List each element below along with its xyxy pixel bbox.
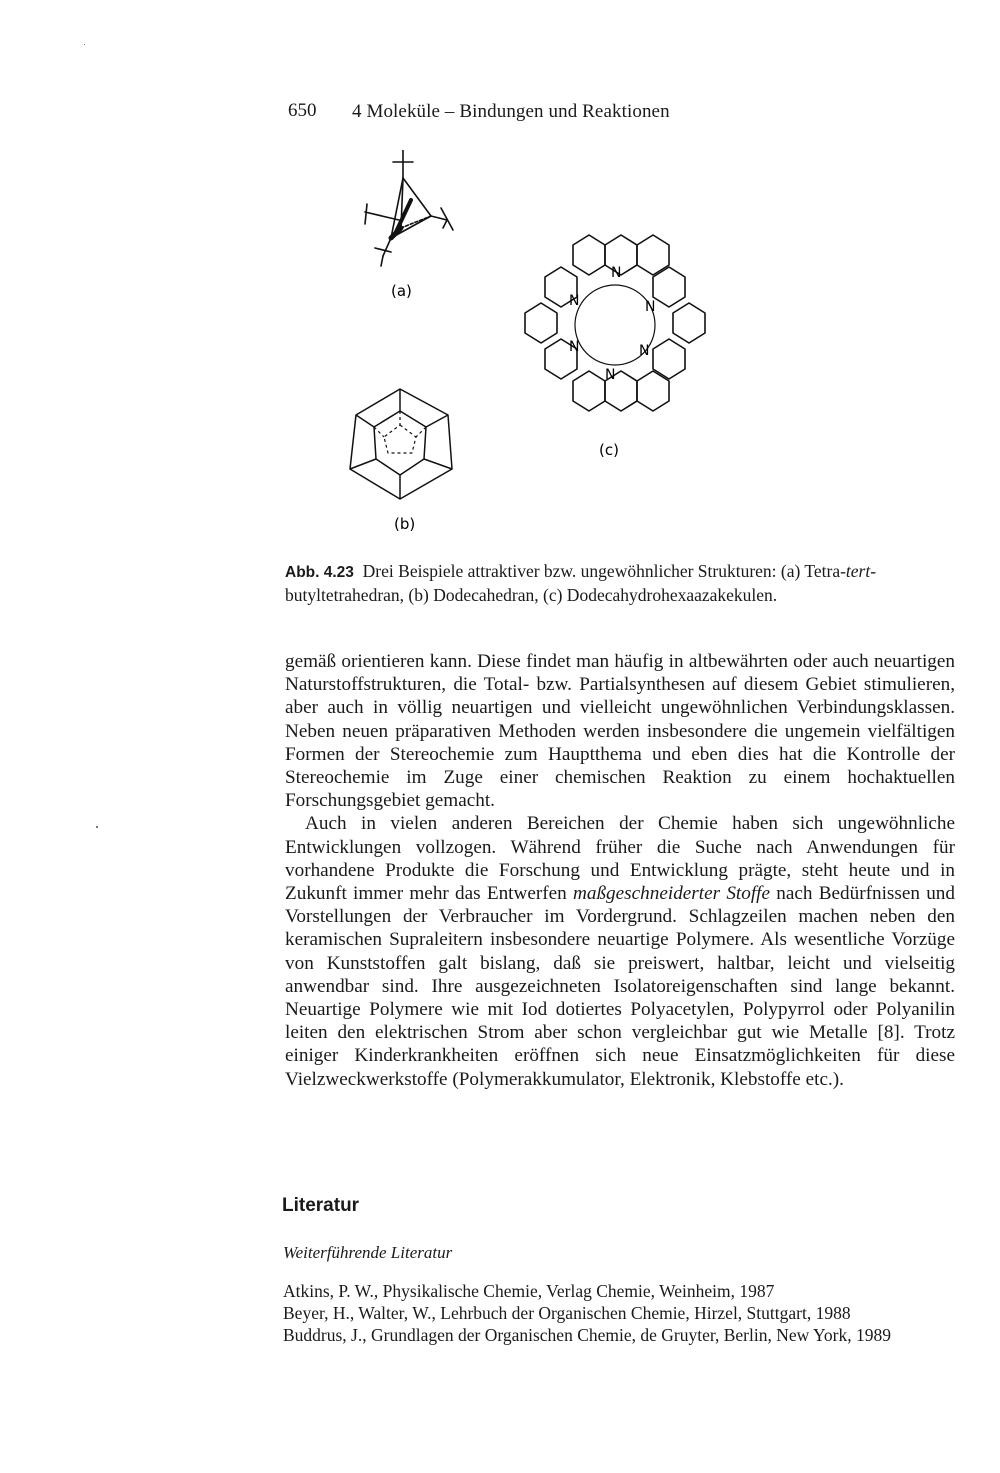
body-paragraph-2 — [285, 812, 955, 1090]
nitrogen-label-lower-left: N — [569, 339, 580, 355]
caption-text-2: -butyltetrahedran, (b) Dodecahedran, (c) Dodecahydrohexaazakekulen. — [285, 561, 877, 605]
body-paragraph-1: gemäß orientieren kann. Diese findet man häufig in altbewährten oder auch neuartigen Naturstoffstrukturen, die Total- bzw. Partialsynthesen auf diesem Gebiet stimulieren, aber auch in völlig neuartigen und vielleicht ungewöhnlichen Verbindungsklassen. Neben neuen präparativen Methoden werden insbesondere die ungemein vielfältigen Formen der Stereochemie zum Hauptthema und eben dies hat die Kontrolle der Stereochemie im Zuge einer chemischen Reaktion zu einem hochaktuellen Forschungsgebiet gemacht. — [285, 651, 955, 812]
figure-caption — [285, 560, 955, 607]
nitrogen-label-upper-right: N — [645, 299, 656, 315]
caption-text-italic: tert — [845, 561, 871, 581]
body-paragraph-2-part-1: Auch in vielen anderen Bereichen der Chemie haben sich ungewöhnliche Entwicklungen vollzogen. Während früher die Suche nach Anwendungen für vorhandene Produkte die Forschung und Entwicklung prägte, steht heute und in Zukunft immer mehr das Entwerfen — [285, 813, 955, 905]
reference-item: Buddrus, J., Grundlagen der Organischen Chemie, de Gruyter, Berlin, New York, 1989 — [283, 1325, 891, 1345]
reference-item: Beyer, H., Walter, W., Lehrbuch der Organischen Chemie, Hirzel, Stuttgart, 1988 — [283, 1303, 851, 1323]
page-number: 650 — [288, 100, 317, 121]
body-text — [285, 650, 955, 1091]
nitrogen-label-lower-right: N — [639, 343, 650, 359]
reference-list — [283, 1280, 963, 1346]
scan-speck — [84, 44, 85, 45]
reference-item: Atkins, P. W., Physikalische Chemie, Verlag Chemie, Weinheim, 1987 — [283, 1281, 775, 1301]
body-paragraph-2-italic: maßgeschneiderter Stoffe — [573, 883, 771, 905]
caption-text-1: Drei Beispiele attraktiver bzw. ungewöhnlicher Strukturen: (a) Tetra- — [362, 561, 846, 581]
caption-label: Abb. 4.23 — [285, 564, 354, 581]
figure-b-label: (b) — [394, 515, 416, 533]
figure-b-dodecahedrane — [340, 385, 470, 535]
figure-c-hexaazakekulene — [515, 225, 715, 465]
scan-speck — [96, 826, 98, 828]
nitrogen-label-bottom: N — [605, 367, 616, 383]
nitrogen-label-top: N — [611, 265, 622, 281]
literature-subheading: Weiterführende Literatur — [283, 1243, 453, 1262]
body-paragraph-2-part-2: nach Bedürfnissen und Vorstellungen der Verbraucher im Vordergrund. Schlagzeilen machen neben den keramischen Supraleitern insbesondere neuartige Polymere. Als wesentliche Vorzüge von Kunststoffen galt bislang, daß sie preiswert, haltbar, leicht und vielseitig anwendbar sind. Ihre ausgezeichneten Isolatoreigenschaften sind lange bekannt. Neuartige Polymere wie mit Iod dotiertes Polyacetylen, Polypyrrol oder Polyanilin leiten den elektrischen Strom aber schon vergleichbar gut wie Metalle [8]. Trotz einiger Kinderkrankheiten eröffnen sich neue Einsatzmöglichkeiten für diese Vielzweckwerkstoffe (Polymerakkumulator, Elektronik, Klebstoffe etc.). — [285, 883, 955, 1090]
figure-a-label: (a) — [391, 282, 412, 300]
figure-a-tetrahedrane — [355, 150, 465, 310]
nitrogen-label-upper-left: N — [569, 293, 580, 309]
literature-heading: Literatur — [282, 1195, 360, 1216]
figure-c-label: (c) — [599, 441, 619, 459]
running-title: 4 Moleküle – Bindungen und Reaktionen — [352, 101, 670, 122]
